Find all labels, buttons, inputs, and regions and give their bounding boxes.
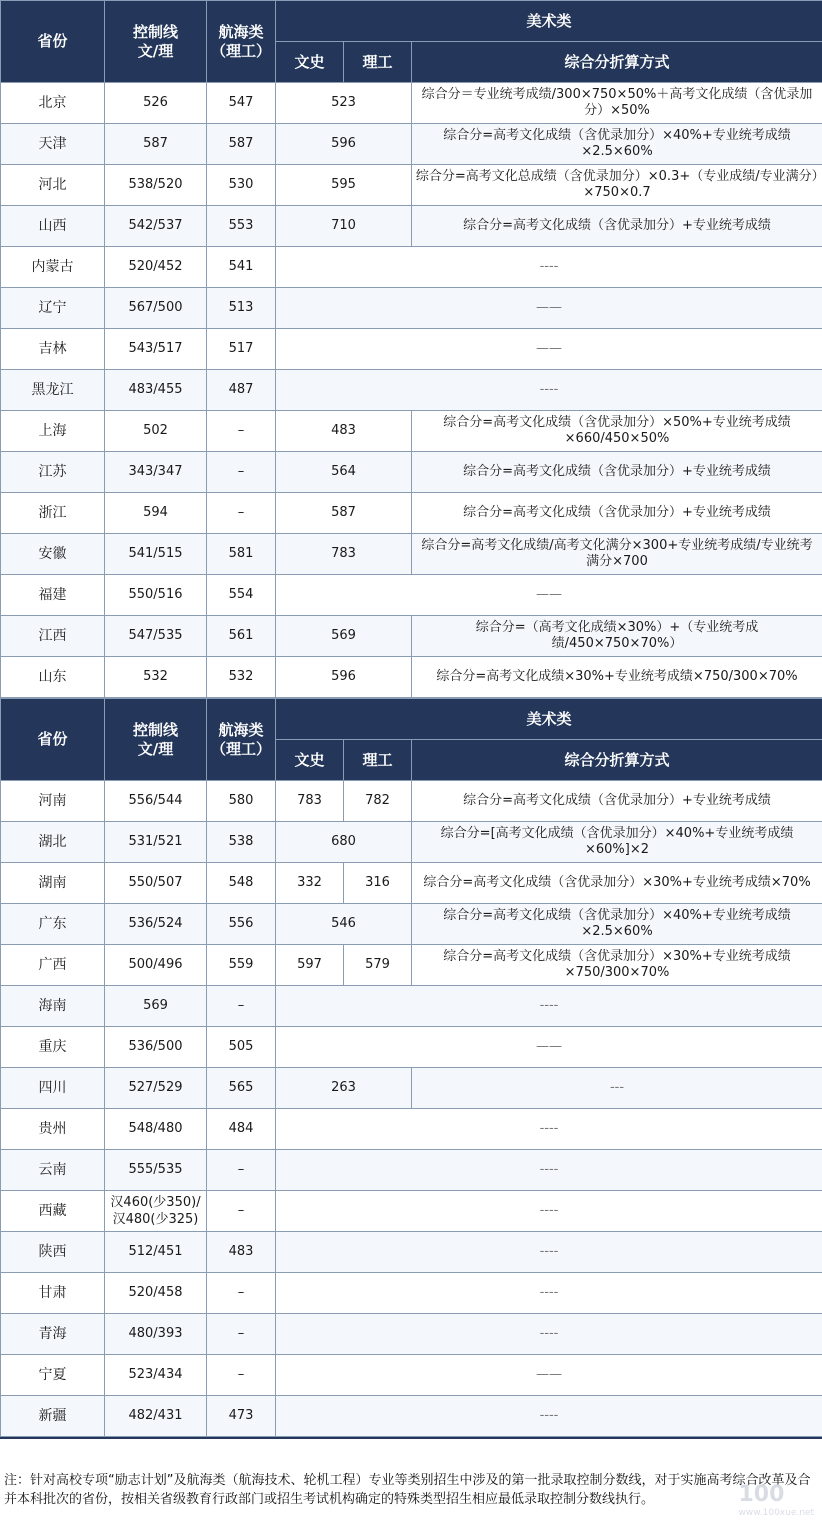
province-cell: 贵州 (1, 1109, 105, 1150)
control-line-cell: 536/500 (105, 1027, 207, 1068)
table-row (1, 534, 822, 575)
table-row (1, 1314, 822, 1355)
control-line-cell: 536/524 (105, 904, 207, 945)
maritime-cell: 561 (207, 616, 276, 657)
control-line-cell: 482/431 (105, 1396, 207, 1437)
arts-li-cell: 579 (344, 945, 412, 986)
maritime-cell: 556 (207, 904, 276, 945)
formula-cell: 综合分=高考文化成绩（含优录加分）×30%+专业统考成绩×70% (412, 863, 822, 904)
header-arts-wen: 文史 (276, 42, 344, 83)
table-row (1, 781, 822, 822)
footnote (0, 1437, 822, 1531)
header-formula: 综合分折算方式 (412, 740, 822, 781)
maritime-cell: 505 (207, 1027, 276, 1068)
table-row (1, 247, 822, 288)
formula-cell: 综合分=高考文化成绩（含优录加分）×50%+专业统考成绩×660/450×50% (412, 411, 822, 452)
table-row (1, 206, 822, 247)
maritime-cell: 548 (207, 863, 276, 904)
maritime-cell: 547 (207, 83, 276, 124)
formula-cell: 综合分＝专业统考成绩/300×750×50%＋高考文化成绩（含优录加分）×50% (412, 83, 822, 124)
maritime-cell: – (207, 452, 276, 493)
province-cell: 海南 (1, 986, 105, 1027)
maritime-cell: 553 (207, 206, 276, 247)
header-maritime: 航海类 （理工） (207, 699, 276, 781)
maritime-cell: – (207, 1191, 276, 1232)
header-arts-wen: 文史 (276, 740, 344, 781)
control-line-cell: 550/516 (105, 575, 207, 616)
control-line-cell: 541/515 (105, 534, 207, 575)
maritime-cell: – (207, 1273, 276, 1314)
footnote-text: 注：针对高校专项“励志计划”及航海类（航海技术、轮机工程）专业等类别招生中涉及的第一批录取控制分数线，对于实施高考综合改革及合并本科批次的省份，按相关省级教育行政部门或招生考试机构确定的特殊类型招生相应最低录取控制分数线执行。 (4, 1473, 810, 1507)
control-line-cell: 483/455 (105, 370, 207, 411)
empty-art-cell: ---- (276, 986, 822, 1027)
province-cell: 四川 (1, 1068, 105, 1109)
province-cell: 山西 (1, 206, 105, 247)
art-score-cell: 596 (276, 657, 412, 698)
province-cell: 上海 (1, 411, 105, 452)
score-table-part1 (0, 0, 822, 698)
maritime-cell: 517 (207, 329, 276, 370)
table-header (1, 699, 822, 781)
header-art: 美术类 (276, 699, 822, 740)
header-control-line: 控制线 文/理 (105, 1, 207, 83)
header-art: 美术类 (276, 1, 822, 42)
maritime-cell: – (207, 1355, 276, 1396)
header-control-line: 控制线 文/理 (105, 699, 207, 781)
province-cell: 江苏 (1, 452, 105, 493)
province-cell: 内蒙古 (1, 247, 105, 288)
maritime-cell: 530 (207, 165, 276, 206)
province-cell: 青海 (1, 1314, 105, 1355)
art-score-cell: 263 (276, 1068, 412, 1109)
table-row (1, 1355, 822, 1396)
art-score-cell: 564 (276, 452, 412, 493)
province-cell: 山东 (1, 657, 105, 698)
control-line-cell: 548/480 (105, 1109, 207, 1150)
header-row (1, 1, 822, 42)
province-cell: 广西 (1, 945, 105, 986)
table-row (1, 1232, 822, 1273)
control-line-cell: 550/507 (105, 863, 207, 904)
maritime-cell: 473 (207, 1396, 276, 1437)
province-cell: 陕西 (1, 1232, 105, 1273)
maritime-cell: 581 (207, 534, 276, 575)
control-line-cell: 526 (105, 83, 207, 124)
maritime-cell: – (207, 493, 276, 534)
province-cell: 安徽 (1, 534, 105, 575)
art-score-cell: 680 (276, 822, 412, 863)
maritime-cell: – (207, 1150, 276, 1191)
province-cell: 黑龙江 (1, 370, 105, 411)
table-row (1, 1191, 822, 1232)
arts-wen-cell: 783 (276, 781, 344, 822)
table-header (1, 1, 822, 83)
maritime-cell: 483 (207, 1232, 276, 1273)
formula-cell: 综合分=高考文化成绩（含优录加分）×30%+专业统考成绩×750/300×70% (412, 945, 822, 986)
empty-art-cell: —— (276, 288, 822, 329)
province-cell: 北京 (1, 83, 105, 124)
empty-art-cell: —— (276, 329, 822, 370)
province-cell: 云南 (1, 1150, 105, 1191)
table-row (1, 863, 822, 904)
header-arts-li: 理工 (344, 42, 412, 83)
maritime-cell: – (207, 986, 276, 1027)
table-row (1, 452, 822, 493)
watermark-url: www.100xue.net (739, 1504, 815, 1523)
control-line-cell: 555/535 (105, 1150, 207, 1191)
table-body (1, 83, 822, 698)
control-line-cell: 523/434 (105, 1355, 207, 1396)
formula-cell: 综合分=高考文化成绩（含优录加分）×40%+专业统考成绩×2.5×60% (412, 904, 822, 945)
control-line-cell: 500/496 (105, 945, 207, 986)
control-line-cell: 502 (105, 411, 207, 452)
formula-cell: 综合分=高考文化成绩（含优录加分）+专业统考成绩 (412, 206, 822, 247)
table-row (1, 1150, 822, 1191)
formula-cell: 综合分=高考文化成绩/高考文化满分×300+专业统考成绩/专业统考满分×700 (412, 534, 822, 575)
empty-art-cell: ---- (276, 1191, 822, 1232)
art-score-cell: 587 (276, 493, 412, 534)
table-row (1, 657, 822, 698)
maritime-cell: – (207, 1314, 276, 1355)
maritime-cell: 513 (207, 288, 276, 329)
control-line-cell: 567/500 (105, 288, 207, 329)
control-line-cell: 512/451 (105, 1232, 207, 1273)
empty-art-cell: ---- (276, 1150, 822, 1191)
site-watermark (739, 1485, 815, 1523)
province-cell: 西藏 (1, 1191, 105, 1232)
table-body (1, 781, 822, 1437)
province-cell: 湖北 (1, 822, 105, 863)
empty-art-cell: —— (276, 575, 822, 616)
province-cell: 辽宁 (1, 288, 105, 329)
table-row (1, 986, 822, 1027)
art-score-cell: 483 (276, 411, 412, 452)
maritime-cell: 487 (207, 370, 276, 411)
province-cell: 河北 (1, 165, 105, 206)
province-cell: 广东 (1, 904, 105, 945)
province-cell: 新疆 (1, 1396, 105, 1437)
province-cell: 重庆 (1, 1027, 105, 1068)
table-row (1, 1273, 822, 1314)
table-row (1, 370, 822, 411)
maritime-cell: 565 (207, 1068, 276, 1109)
empty-art-cell: —— (276, 1027, 822, 1068)
province-cell: 河南 (1, 781, 105, 822)
table-row (1, 1068, 822, 1109)
table-row (1, 411, 822, 452)
header-row (1, 699, 822, 740)
header-arts-li: 理工 (344, 740, 412, 781)
formula-cell: 综合分=高考文化成绩（含优录加分）+专业统考成绩 (412, 452, 822, 493)
arts-li-cell: 782 (344, 781, 412, 822)
control-line-cell: 569 (105, 986, 207, 1027)
control-line-cell: 543/517 (105, 329, 207, 370)
table-row (1, 83, 822, 124)
province-cell: 吉林 (1, 329, 105, 370)
table-row (1, 165, 822, 206)
province-cell: 江西 (1, 616, 105, 657)
header-maritime: 航海类 （理工） (207, 1, 276, 83)
empty-art-cell: ---- (276, 1396, 822, 1437)
control-line-cell: 532 (105, 657, 207, 698)
formula-cell: 综合分=高考文化成绩（含优录加分）+专业统考成绩 (412, 493, 822, 534)
maritime-cell: 541 (207, 247, 276, 288)
art-score-cell: 595 (276, 165, 412, 206)
table-row (1, 822, 822, 863)
table-row (1, 124, 822, 165)
header-province: 省份 (1, 1, 105, 83)
art-score-cell: 596 (276, 124, 412, 165)
header-formula: 综合分折算方式 (412, 42, 822, 83)
maritime-cell: 580 (207, 781, 276, 822)
art-score-cell: 523 (276, 83, 412, 124)
table-row (1, 616, 822, 657)
maritime-cell: 587 (207, 124, 276, 165)
empty-art-cell: ---- (276, 370, 822, 411)
province-cell: 福建 (1, 575, 105, 616)
art-score-cell: 710 (276, 206, 412, 247)
control-line-cell: 538/520 (105, 165, 207, 206)
table-row (1, 575, 822, 616)
watermark-logo: 100 (739, 1482, 785, 1507)
table-row (1, 945, 822, 986)
maritime-cell: 538 (207, 822, 276, 863)
header-province: 省份 (1, 699, 105, 781)
formula-cell: 综合分=高考文化成绩（含优录加分）+专业统考成绩 (412, 781, 822, 822)
table-row (1, 1109, 822, 1150)
province-cell: 宁夏 (1, 1355, 105, 1396)
control-line-cell: 547/535 (105, 616, 207, 657)
maritime-cell: 532 (207, 657, 276, 698)
table-row (1, 329, 822, 370)
province-cell: 湖南 (1, 863, 105, 904)
empty-art-cell: ---- (276, 1314, 822, 1355)
table-row (1, 493, 822, 534)
maritime-cell: 484 (207, 1109, 276, 1150)
arts-wen-cell: 597 (276, 945, 344, 986)
art-score-cell: 569 (276, 616, 412, 657)
formula-cell: 综合分=高考文化总成绩（含优录加分）×0.3+（专业成绩/专业满分）×750×0.7 (412, 165, 822, 206)
formula-cell: 综合分=高考文化成绩×30%+专业统考成绩×750/300×70% (412, 657, 822, 698)
control-line-cell: 531/521 (105, 822, 207, 863)
empty-art-cell: ---- (276, 1232, 822, 1273)
control-line-cell: 556/544 (105, 781, 207, 822)
table-row (1, 288, 822, 329)
control-line-cell: 542/537 (105, 206, 207, 247)
maritime-cell: 554 (207, 575, 276, 616)
province-cell: 甘肃 (1, 1273, 105, 1314)
maritime-cell: 559 (207, 945, 276, 986)
control-line-cell: 343/347 (105, 452, 207, 493)
control-line-cell: 480/393 (105, 1314, 207, 1355)
control-line-cell: 520/458 (105, 1273, 207, 1314)
empty-art-cell: ---- (276, 247, 822, 288)
formula-cell: --- (412, 1068, 822, 1109)
arts-li-cell: 316 (344, 863, 412, 904)
control-line-cell: 520/452 (105, 247, 207, 288)
empty-art-cell: ---- (276, 1109, 822, 1150)
formula-cell: 综合分=（高考文化成绩×30%）+（专业统考成绩/450×750×70%） (412, 616, 822, 657)
control-line-cell: 587 (105, 124, 207, 165)
province-cell: 浙江 (1, 493, 105, 534)
control-line-cell: 594 (105, 493, 207, 534)
art-score-cell: 783 (276, 534, 412, 575)
table-row (1, 1027, 822, 1068)
table-row (1, 1396, 822, 1437)
control-line-cell: 汉460(少350)/ 汉480(少325) (105, 1191, 207, 1232)
score-table-part2 (0, 698, 822, 1437)
empty-art-cell: —— (276, 1355, 822, 1396)
maritime-cell: – (207, 411, 276, 452)
province-cell: 天津 (1, 124, 105, 165)
control-line-cell: 527/529 (105, 1068, 207, 1109)
table-row (1, 904, 822, 945)
arts-wen-cell: 332 (276, 863, 344, 904)
formula-cell: 综合分=[高考文化成绩（含优录加分）×40%+专业统考成绩×60%]×2 (412, 822, 822, 863)
art-score-cell: 546 (276, 904, 412, 945)
empty-art-cell: ---- (276, 1273, 822, 1314)
formula-cell: 综合分=高考文化成绩（含优录加分）×40%+专业统考成绩×2.5×60% (412, 124, 822, 165)
